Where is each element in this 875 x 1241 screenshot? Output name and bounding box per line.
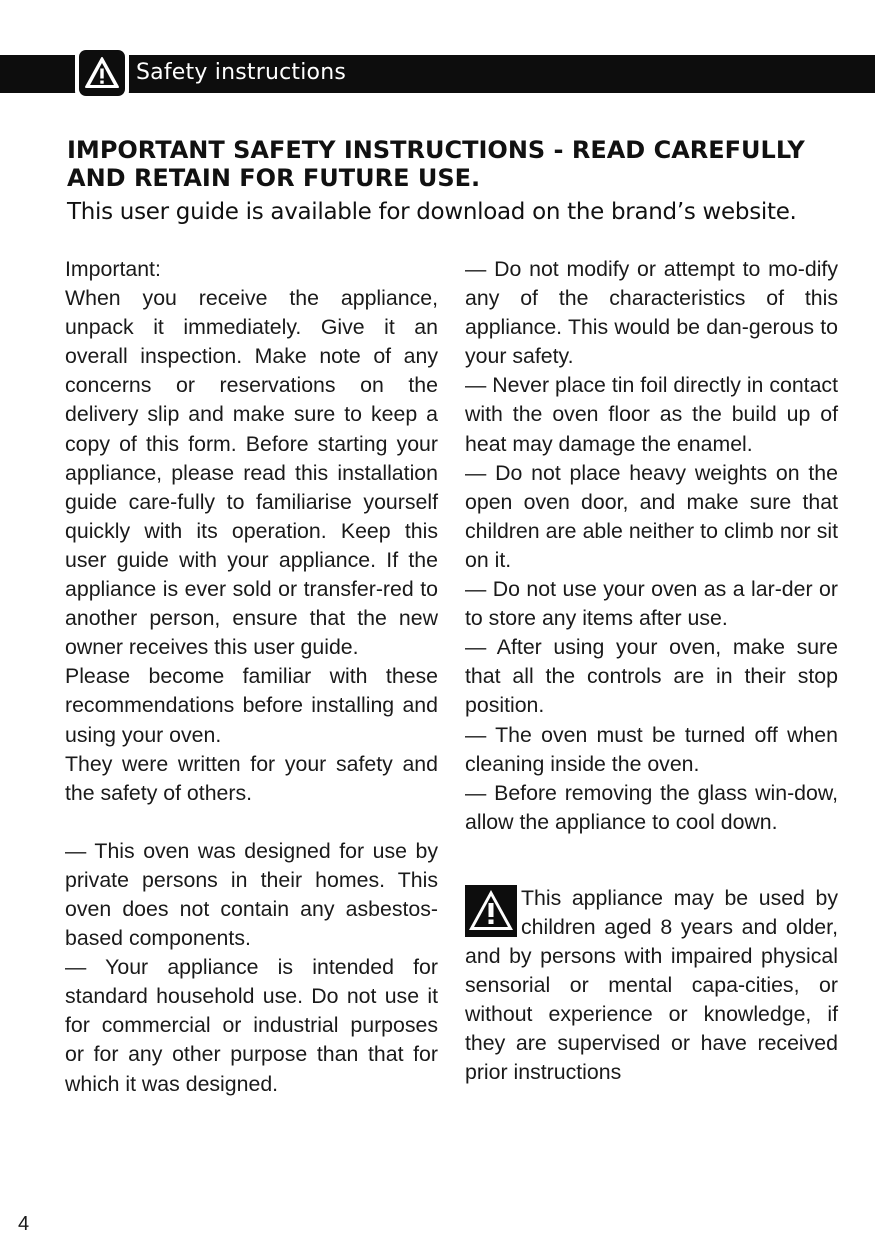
paragraph-unpacking: When you receive the appliance, unpack it immediately. Give it an overall inspection. Make note of any concerns or reservations on the delivery slip and make sure to keep a copy of this form. Before starting your appliance, please read this installation guide care-fully to familiarise yourself quickly with its operation. Keep this user guide with your appliance. If the appliance is ever sold or transfer-red to another person, ensure that the new owner receives this user guide. xyxy=(65,286,438,660)
header-warning-badge xyxy=(75,46,129,100)
warning-triangle-icon xyxy=(83,54,121,92)
paragraph-designed-for-use: — This oven was designed for use by private persons in their homes. This oven does not contain any asbestos-based components. xyxy=(65,838,438,951)
paragraph-controls-stop: — After using your oven, make sure that all the controls are in their stop position. xyxy=(465,635,838,718)
warning-paragraph xyxy=(465,884,838,1088)
header-bar xyxy=(0,55,875,93)
important-label: Important: xyxy=(65,257,161,281)
paragraph-turn-off: — The oven must be turned off when cleaning inside the oven. xyxy=(465,722,838,776)
page-number: 4 xyxy=(18,1213,30,1235)
main-heading xyxy=(67,136,857,192)
paragraph-safety-purpose: They were written for your safety and the safety of others. xyxy=(65,751,438,805)
section-title: Safety instructions xyxy=(136,60,346,85)
paragraph-do-not-modify: — Do not modify or attempt to mo-dify any of the characteristics of this appliance. This would be dan-gerous to your safety. xyxy=(465,257,838,369)
paragraph-oven-door: — Do not place heavy weights on the open oven door, and make sure that children are able neither to climb nor sit on it. xyxy=(465,460,838,572)
download-notice: This user guide is available for download on the brand’s website. xyxy=(67,199,797,225)
paragraph-glass-window: — Before removing the glass win-dow, allow the appliance to cool down. xyxy=(465,780,838,834)
warning-text: This appliance may be used by children aged 8 years and older, and by persons with impaired physical sensorial or mental capa-cities, or without experience or knowledge, if they are supervised or have received prior instructions xyxy=(465,885,838,1085)
warning-triangle-icon xyxy=(465,885,517,937)
paragraph-larder: — Do not use your oven as a lar-der or to store any items after use. xyxy=(465,577,838,631)
paragraph-tin-foil: — Never place tin foil directly in contact with the oven floor as the build up of heat may damage the enamel. xyxy=(465,373,838,456)
left-column xyxy=(65,255,438,1099)
paragraph-household-use: — Your appliance is intended for standard household use. Do not use it for commercial or industrial purposes or for any other purpose than that for which it was designed. xyxy=(65,955,438,1096)
main-heading-line2: AND RETAIN FOR FUTURE USE. xyxy=(67,164,481,192)
main-heading-line1: IMPORTANT SAFETY INSTRUCTIONS - READ CAREFULLY xyxy=(67,136,805,164)
paragraph-familiarise: Please become familiar with these recommendations before installing and using your oven. xyxy=(65,664,438,747)
right-column xyxy=(465,255,838,1088)
